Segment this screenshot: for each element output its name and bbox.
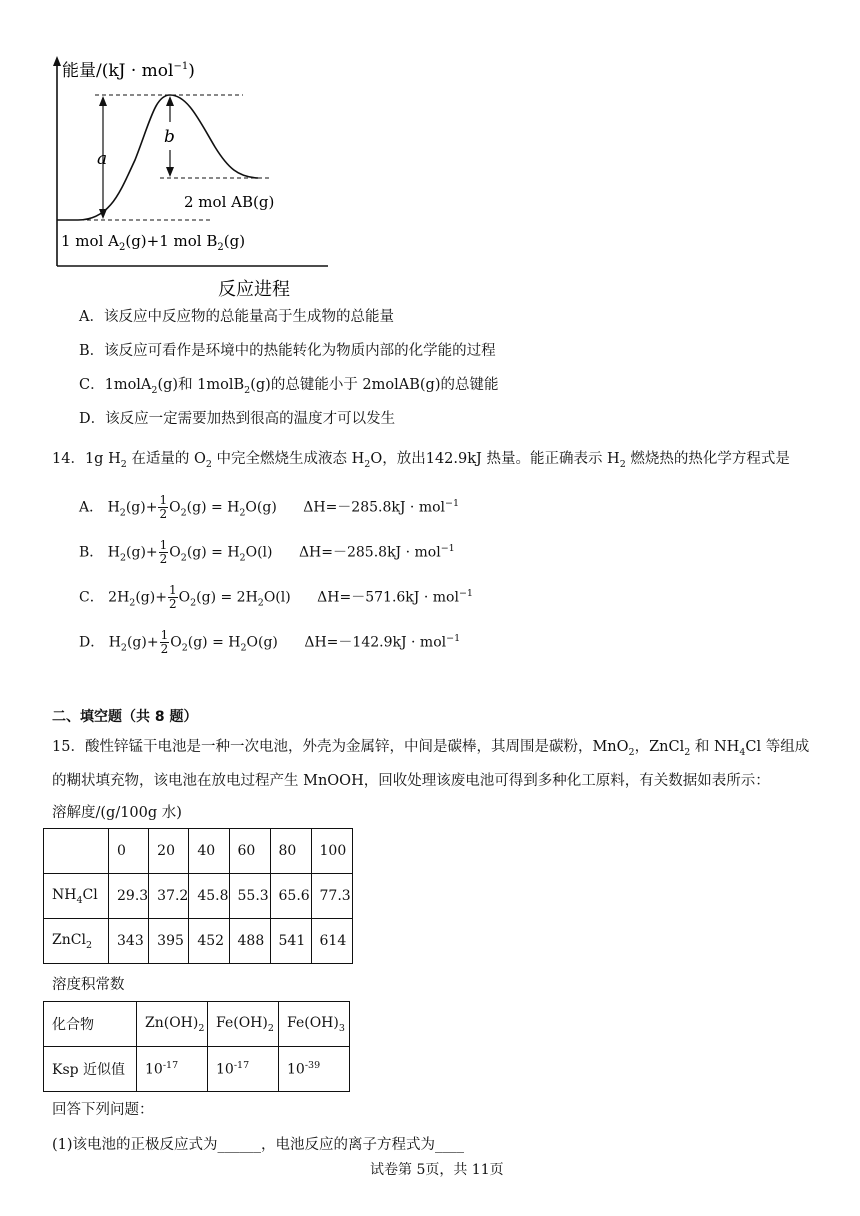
- table-cell: 80: [270, 829, 311, 874]
- cell-sup: -17: [233, 1060, 250, 1072]
- table-cell: [137, 1047, 208, 1092]
- header-text: 化合物: [52, 1017, 94, 1033]
- q14-d-o2: O: [170, 634, 182, 651]
- q13-option-d[interactable]: D．该反应一定需要加热到很高的温度才可以发生: [79, 411, 396, 427]
- table-cell: 452: [189, 919, 229, 964]
- q14-c-rhs-sub: 2: [257, 597, 264, 609]
- q14-c-dh-sup: −1: [458, 588, 473, 599]
- table-cell: 40: [189, 829, 229, 874]
- table-cell: 77.3: [311, 874, 352, 919]
- fraction-numerator: 1: [159, 538, 168, 553]
- arrow-b-down-icon: [166, 167, 174, 177]
- fraction-numerator: 1: [160, 628, 169, 643]
- table-cell: 20: [149, 829, 189, 874]
- cell-text: 10: [145, 1061, 163, 1078]
- q14-stem-sub-3: 2: [364, 458, 371, 470]
- solubility-title: 溶解度/(g/100g 水): [52, 805, 182, 821]
- fraction-denominator: 2: [159, 507, 168, 522]
- q14-a-lhs-2: (g)+: [125, 499, 158, 516]
- table-cell: 55.3: [229, 874, 270, 919]
- q14-option-d[interactable]: [79, 621, 460, 657]
- q14-d-label: D．: [79, 634, 105, 651]
- q13-option-b[interactable]: B．该反应可看作是环境中的热能转化为物质内部的化学能的过程: [79, 343, 496, 359]
- table-cell: [137, 1002, 208, 1047]
- q14-d-fraction: [160, 629, 170, 656]
- q15-sub-question-1: (1)该电池的正极反应式为______，电池反应的离子方程式为____: [52, 1137, 465, 1153]
- page-footer: 试卷第 5页，共 11页: [370, 1162, 504, 1178]
- q13-c-text-3: (g)的总键能小于 2molAB(g)的总键能: [250, 377, 499, 393]
- q14-d-delta-h: [304, 621, 460, 661]
- table-cell: 343: [109, 919, 149, 964]
- header-sub: 2: [267, 1022, 274, 1034]
- table-cell: [44, 829, 109, 874]
- table-cell: 29.3: [109, 874, 149, 919]
- arrow-b-up-icon: [166, 96, 174, 106]
- q13-c-sub-2: 2: [244, 384, 251, 396]
- q15-line1-d: Cl 等组成: [745, 739, 810, 755]
- table-cell: [44, 1047, 137, 1092]
- label-b: b: [164, 127, 175, 147]
- q14-d-lhs-2: (g)+: [126, 634, 159, 651]
- table-row: [44, 874, 353, 919]
- q14-a-o2-sub: 2: [180, 507, 187, 519]
- q14-c-o2-sub: 2: [190, 597, 197, 609]
- q14-b-o2-sub: 2: [180, 552, 187, 564]
- answer-prompt: 回答下列问题：: [52, 1102, 154, 1118]
- table-row: [44, 829, 353, 874]
- q14-b-lhs: H: [107, 544, 120, 561]
- row-name-sub: 4: [76, 894, 83, 906]
- q13-option-c[interactable]: [79, 375, 499, 401]
- q14-a-o2: O: [169, 499, 181, 516]
- q14-a-lhs-sub: 2: [119, 507, 126, 519]
- q14-stem-sub-2: 2: [205, 458, 212, 470]
- q14-b-product: O(l): [245, 544, 273, 561]
- row-name: NH: [52, 886, 77, 903]
- q14-stem-1: 14．1g H: [52, 451, 121, 467]
- q14-stem-2: 在适量的 O: [126, 451, 206, 467]
- q14-d-dh-text: ΔH=－142.9kJ · mol: [304, 634, 447, 651]
- row-name-rest: Cl: [82, 886, 98, 903]
- q13-c-text-1: C．1molA: [79, 377, 152, 393]
- fraction-numerator: 1: [159, 493, 168, 508]
- y-axis-label: 能量/(kJ · mol$^{-1}$): [62, 61, 195, 81]
- arrow-a-up-icon: [99, 96, 107, 106]
- cell-text: Ksp 近似值: [52, 1062, 126, 1078]
- q14-a-fraction: [158, 494, 168, 521]
- q15-line-2: 的糊状填充物，该电池在放电过程产生 MnOOH，回收处理该废电池可得到多种化工原料，有关数据如表所示：: [52, 773, 770, 789]
- q14-c-dh-text: ΔH=－571.6kJ · mol: [317, 589, 459, 606]
- q14-c-rhs: (g) = 2H: [196, 589, 258, 606]
- q15-line-1: [52, 737, 809, 763]
- q14-stem-sub-1: 2: [120, 458, 127, 470]
- table-cell: 488: [229, 919, 270, 964]
- table-row-header: [44, 919, 109, 964]
- q14-a-label: A．: [79, 499, 104, 516]
- q14-b-rhs: (g) = H: [186, 544, 240, 561]
- table-cell: 65.6: [270, 874, 311, 919]
- table-cell: [44, 1002, 137, 1047]
- table-cell: 37.2: [149, 874, 189, 919]
- q14-b-label: B．: [79, 544, 104, 561]
- q14-d-lhs-sub: 2: [120, 642, 127, 654]
- q15-line1-sub1: 2: [628, 746, 635, 758]
- row-name: ZnCl: [52, 931, 86, 948]
- q15-line1-sub2: 2: [684, 746, 691, 758]
- header-sub: 2: [198, 1022, 205, 1034]
- q14-d-lhs: H: [108, 634, 121, 651]
- q14-b-dh-sup: −1: [440, 543, 455, 554]
- table-cell: [208, 1047, 279, 1092]
- table-row: [44, 1002, 350, 1047]
- table-cell: [279, 1047, 350, 1092]
- q15-line1-sub3: 4: [739, 746, 746, 758]
- row-name-sub: 2: [85, 939, 92, 951]
- table-cell: [208, 1002, 279, 1047]
- table-cell: 541: [270, 919, 311, 964]
- table-cell: 45.8: [189, 874, 229, 919]
- q14-option-a[interactable]: [79, 486, 459, 522]
- section-title: 二、填空题（共 8 题）: [52, 709, 198, 725]
- q14-b-rhs-sub: 2: [239, 552, 246, 564]
- q14-c-o2: O: [178, 589, 191, 606]
- q14-b-delta-h: [299, 531, 455, 571]
- fraction-numerator: 1: [168, 583, 177, 598]
- x-axis-label: 反应进程: [218, 279, 290, 300]
- q14-option-b[interactable]: [79, 531, 455, 567]
- table-cell: 0: [109, 829, 149, 874]
- q14-b-fraction: [159, 539, 169, 566]
- q15-line1-c: 和 NH: [690, 739, 740, 755]
- q14-stem: [52, 449, 790, 475]
- q14-d-rhs-sub: 2: [240, 642, 247, 654]
- solubility-table: [43, 828, 353, 964]
- q14-stem-5: 燃烧热的热化学方程式是: [625, 451, 790, 467]
- y-axis-arrow-icon: [53, 56, 61, 66]
- header-text: Fe(OH): [216, 1014, 268, 1031]
- q14-a-dh-sup: −1: [445, 498, 460, 509]
- q14-option-c[interactable]: [79, 576, 473, 612]
- q13-c-text-2: (g)和 1molB: [157, 377, 245, 393]
- table-cell: [279, 1002, 350, 1047]
- table-row-header: [44, 874, 109, 919]
- q15-line1-b: ，ZnCl: [634, 739, 685, 755]
- q14-c-lhs-sub: 2: [129, 597, 136, 609]
- header-text: Zn(OH): [145, 1014, 199, 1031]
- table-cell: 614: [311, 919, 352, 964]
- cell-sup: -17: [162, 1060, 179, 1072]
- q14-c-label: C．: [79, 589, 104, 606]
- table-cell: 395: [149, 919, 189, 964]
- q14-a-delta-h: [303, 486, 459, 526]
- q14-c-delta-h: [317, 576, 473, 616]
- ksp-title: 溶度积常数: [52, 977, 125, 993]
- q13-option-a[interactable]: A．该反应中反应物的总能量高于生成物的总能量: [79, 309, 394, 325]
- q14-stem-4: O，放出142.9kJ 热量。能正确表示 H: [370, 451, 620, 467]
- product-label: 2 mol AB(g): [184, 193, 275, 211]
- table-row: [44, 1047, 350, 1092]
- reactant-label: 1 mol $A_2(g)+1$ mol $B_2(g)$: [61, 232, 246, 253]
- cell-text: 10: [216, 1061, 234, 1078]
- table-cell: 100: [311, 829, 352, 874]
- fraction-denominator: 2: [160, 642, 169, 657]
- fraction-denominator: 2: [159, 552, 168, 567]
- cell-text: 10: [287, 1061, 305, 1078]
- q14-stem-3: 中完全燃烧生成液态 H: [211, 451, 365, 467]
- q13-c-sub-1: 2: [151, 384, 158, 396]
- q14-d-product: O(g): [246, 634, 278, 651]
- q14-c-lhs-2: (g)+: [135, 589, 167, 606]
- header-text: Fe(OH): [287, 1014, 339, 1031]
- q14-a-dh-text: ΔH=－285.8kJ · mol: [303, 499, 446, 516]
- q14-c-fraction: [168, 584, 178, 611]
- energy-diagram: [40, 52, 340, 302]
- header-sub: 3: [338, 1022, 345, 1034]
- table-row: [44, 919, 353, 964]
- q14-d-dh-sup: −1: [446, 633, 461, 644]
- q14-b-lhs-sub: 2: [119, 552, 127, 564]
- q14-d-o2-sub: 2: [181, 642, 188, 654]
- ksp-table: [43, 1001, 350, 1092]
- q14-b-o2: O: [169, 544, 181, 561]
- q14-c-product: O(l): [263, 589, 291, 606]
- q14-b-dh-text: ΔH=－285.8kJ · mol: [298, 544, 441, 561]
- label-a: a: [97, 149, 108, 169]
- q14-c-lhs: 2H: [108, 589, 130, 606]
- cell-sup: -39: [304, 1060, 321, 1072]
- fraction-denominator: 2: [168, 597, 177, 612]
- q14-a-rhs: (g) = H: [186, 499, 240, 516]
- q15-line1-a: 15．酸性锌锰干电池是一种一次电池，外壳为金属锌，中间是碳棒，其周围是碳粉，MnO: [52, 739, 629, 755]
- q14-b-lhs-2: (g)+: [126, 544, 158, 561]
- q14-stem-sub-4: 2: [619, 458, 626, 470]
- q14-a-product: O(g): [245, 499, 277, 516]
- table-cell: 60: [229, 829, 270, 874]
- q14-a-lhs: H: [107, 499, 120, 516]
- q14-a-rhs-sub: 2: [239, 507, 246, 519]
- q14-d-rhs: (g) = H: [187, 634, 241, 651]
